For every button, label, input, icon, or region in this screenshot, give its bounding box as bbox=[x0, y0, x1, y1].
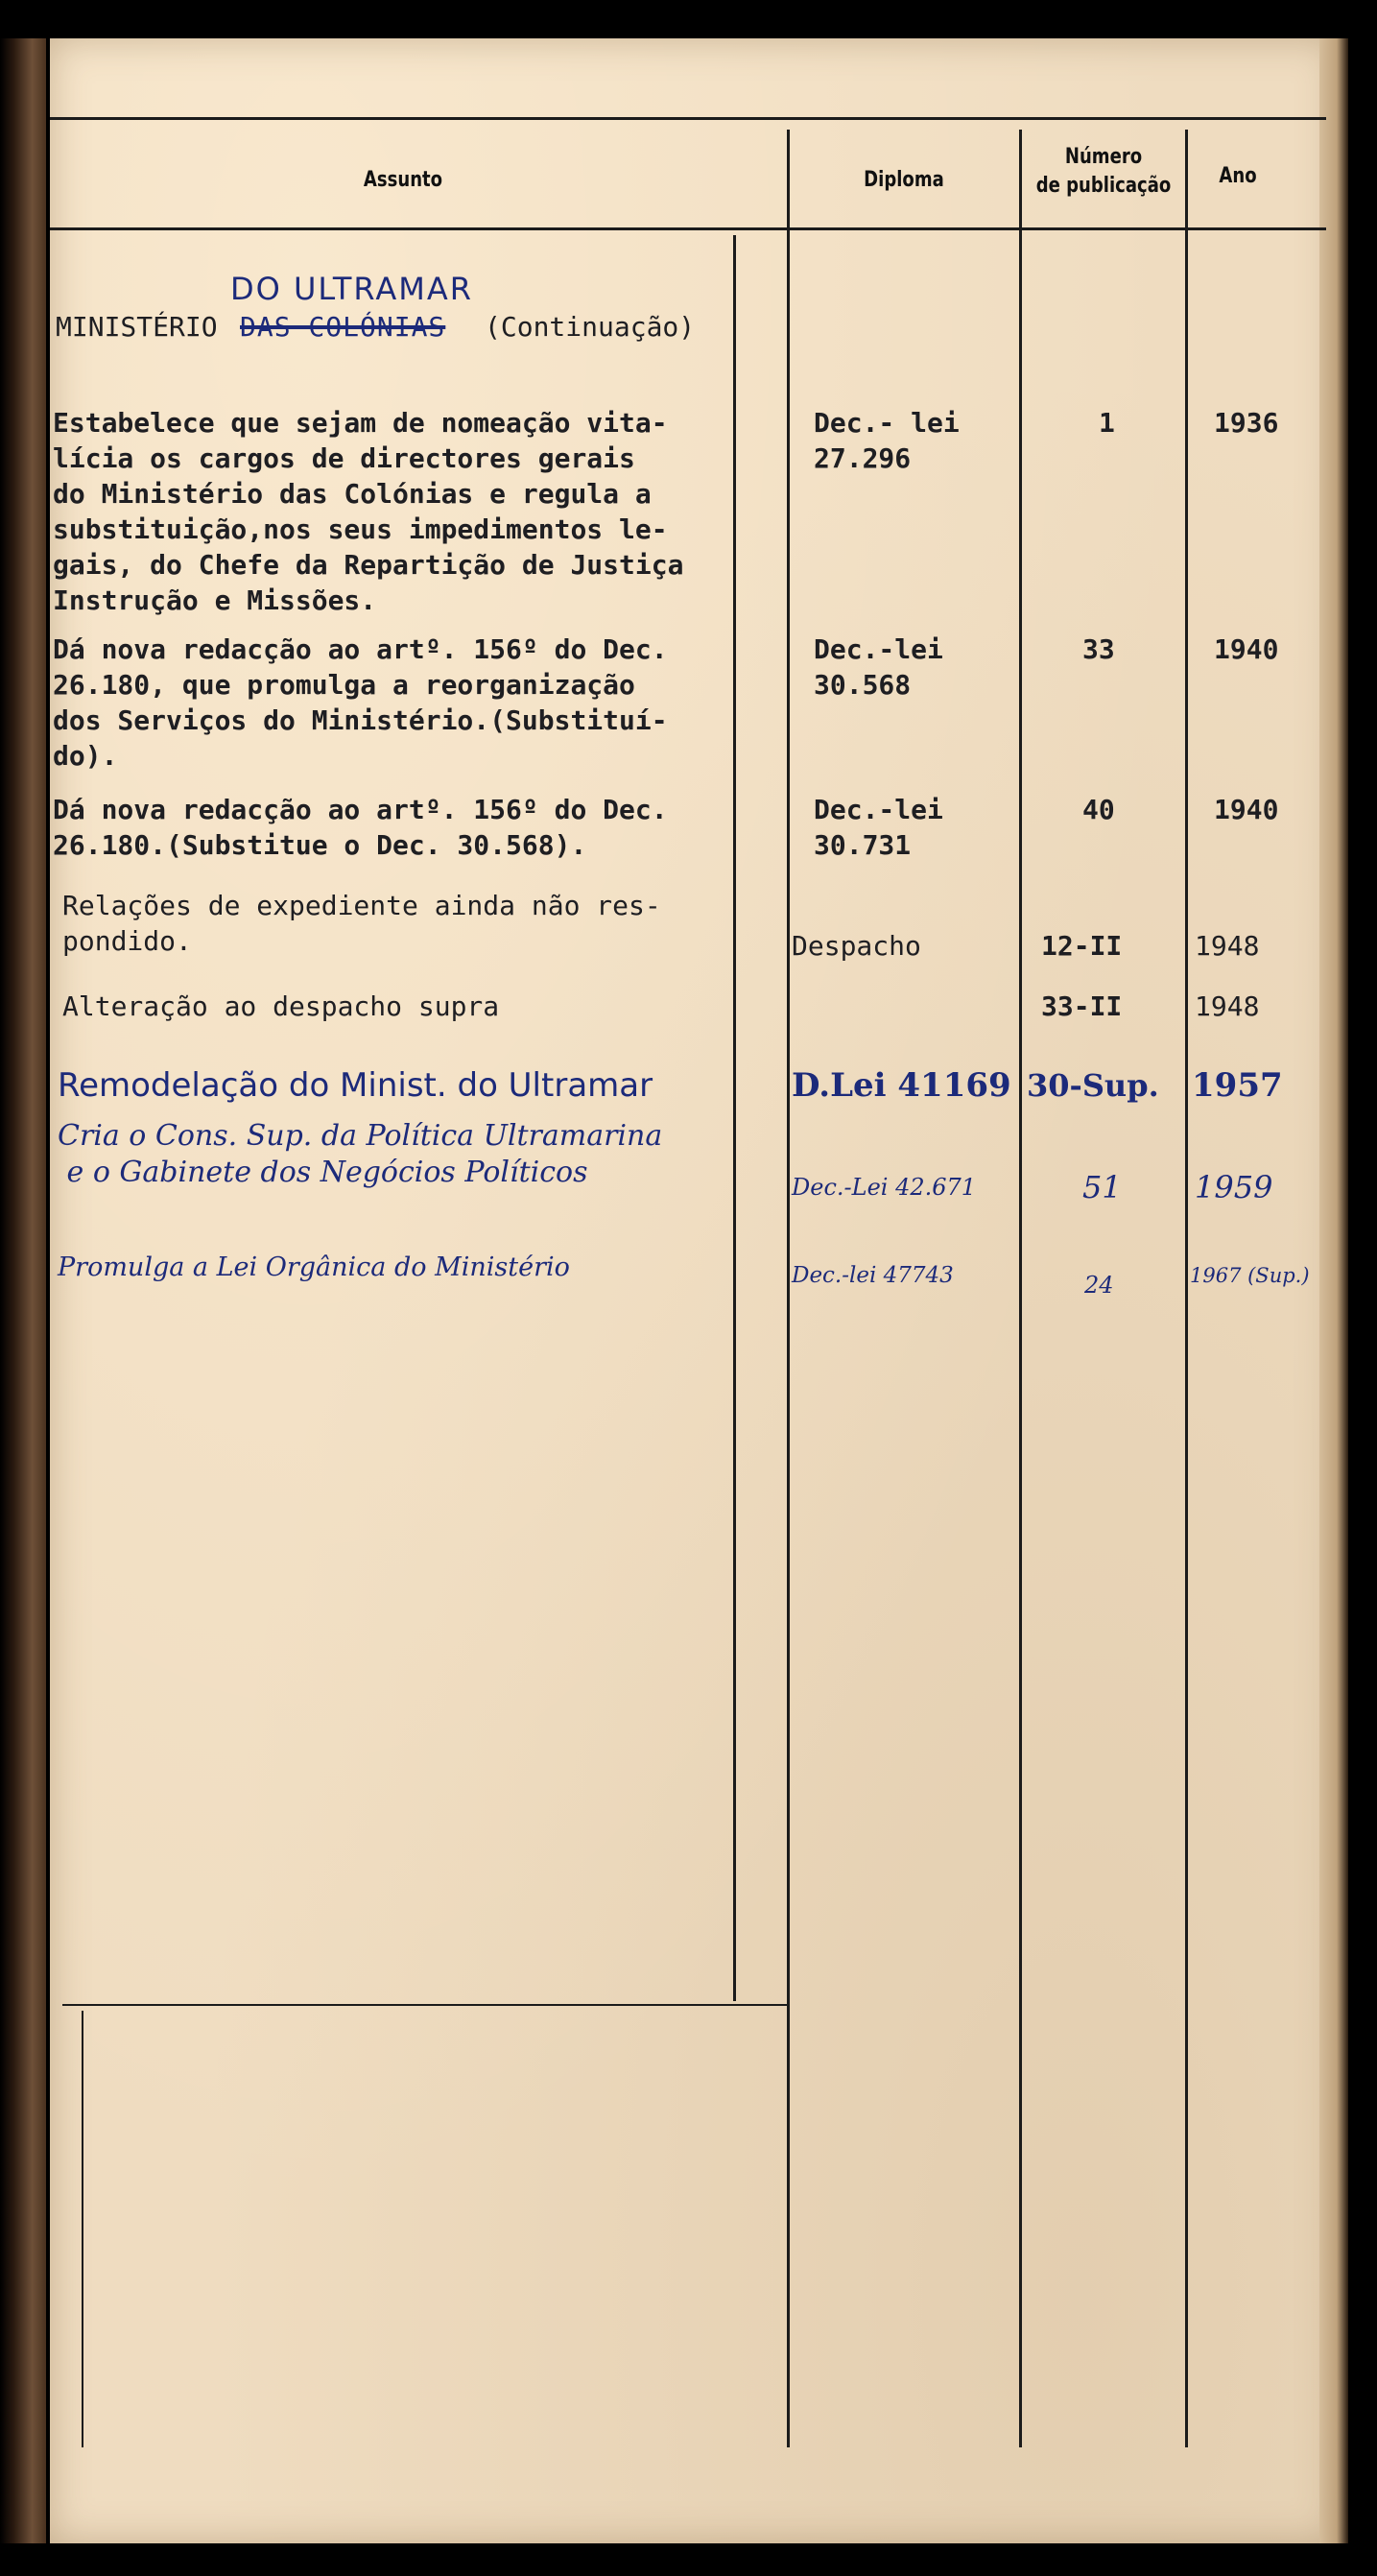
entry-4-assunto: Relações de expediente ainda não res- pondido. bbox=[62, 890, 661, 957]
col-divider-numero bbox=[1019, 130, 1022, 2447]
hand-1-assunto: Remodelação do Minist. do Ultramar bbox=[58, 1066, 653, 1105]
header-rule bbox=[50, 227, 1326, 230]
entry-5-assunto: Alteração ao despacho supra bbox=[62, 990, 500, 1022]
hand-1-diploma: D.Lei 41169 bbox=[792, 1066, 1011, 1105]
hand-1-ano: 1957 bbox=[1192, 1066, 1283, 1105]
header-ano: Ano bbox=[1219, 164, 1257, 188]
col-divider-assunto-inner bbox=[733, 235, 736, 2001]
entry-3-ano: 1940 bbox=[1214, 794, 1279, 825]
entry-3-diploma: Dec.-lei 30.731 bbox=[814, 794, 943, 861]
entry-1-diploma: Dec.- lei 27.296 bbox=[814, 407, 960, 474]
hand-2-numero: 51 bbox=[1082, 1169, 1122, 1205]
header-diploma: Diploma bbox=[864, 168, 944, 192]
section-struck: DAS COLÓNIAS bbox=[240, 311, 446, 343]
entry-2-numero: 33 bbox=[1082, 633, 1115, 665]
entry-1-ano: 1936 bbox=[1214, 407, 1279, 439]
hand-3-ano: 1967 (Sup.) bbox=[1190, 1264, 1310, 1287]
header-numero: Número bbox=[1064, 145, 1143, 169]
top-rule bbox=[50, 117, 1326, 120]
page-right-edge bbox=[1319, 38, 1348, 2543]
section-prefix: MINISTÉRIO bbox=[56, 311, 218, 343]
entry-2-diploma: Dec.-lei 30.568 bbox=[814, 633, 943, 701]
col-divider-ano bbox=[1185, 130, 1188, 2447]
hand-3-assunto: Promulga a Lei Orgânica do Ministério bbox=[58, 1252, 570, 1282]
hand-3-numero: 24 bbox=[1084, 1272, 1114, 1299]
hand-3-diploma: Dec.-lei 47743 bbox=[792, 1263, 954, 1288]
header-assunto: Assunto bbox=[363, 168, 443, 192]
col-divider-diploma bbox=[787, 130, 790, 2447]
entry-4-ano: 1948 bbox=[1195, 930, 1260, 962]
hand-2-diploma: Dec.-Lei 42.671 bbox=[792, 1174, 977, 1201]
entry-1-numero: 1 bbox=[1099, 407, 1115, 439]
entry-2-ano: 1940 bbox=[1214, 633, 1279, 665]
hand-2-ano: 1959 bbox=[1195, 1169, 1273, 1205]
entry-2-assunto: Dá nova redacção ao artº. 156º do Dec. 26.180, que promulga a reorganização dos Serviços do Ministério.(Substituí- do). bbox=[53, 633, 668, 772]
lower-left-vertical bbox=[82, 2011, 83, 2447]
entry-5-numero: 33-II bbox=[1041, 990, 1123, 1022]
section-inserted: DO ULTRAMAR bbox=[230, 271, 473, 307]
hand-1-numero: 30-Sup. bbox=[1027, 1067, 1159, 1104]
hand-2-assunto: Cria o Cons. Sup. da Política Ultramarina e o Gabinete dos Negócios Políticos bbox=[58, 1119, 663, 1189]
section-suffix: (Continuação) bbox=[485, 311, 696, 343]
previous-page-edge bbox=[0, 38, 46, 2543]
entry-3-numero: 40 bbox=[1082, 794, 1115, 825]
header-numero-sub: de publicação bbox=[1035, 174, 1172, 198]
entry-1-assunto: Estabelece que sejam de nomeação vita- lícia os cargos de directores gerais do Ministério das Colónias e regula a substituição,nos seus impedimentos le- gais, do Chefe da Repartição de Justiça Instrução e Missões. bbox=[53, 407, 684, 616]
entry-4-numero: 12-II bbox=[1041, 930, 1123, 962]
entry-5-ano: 1948 bbox=[1195, 990, 1260, 1022]
lower-rule bbox=[62, 2004, 787, 2006]
entry-4-diploma: Despacho bbox=[792, 930, 921, 962]
entry-3-assunto: Dá nova redacção ao artº. 156º do Dec. 26.180.(Substitue o Dec. 30.568). bbox=[53, 794, 668, 861]
